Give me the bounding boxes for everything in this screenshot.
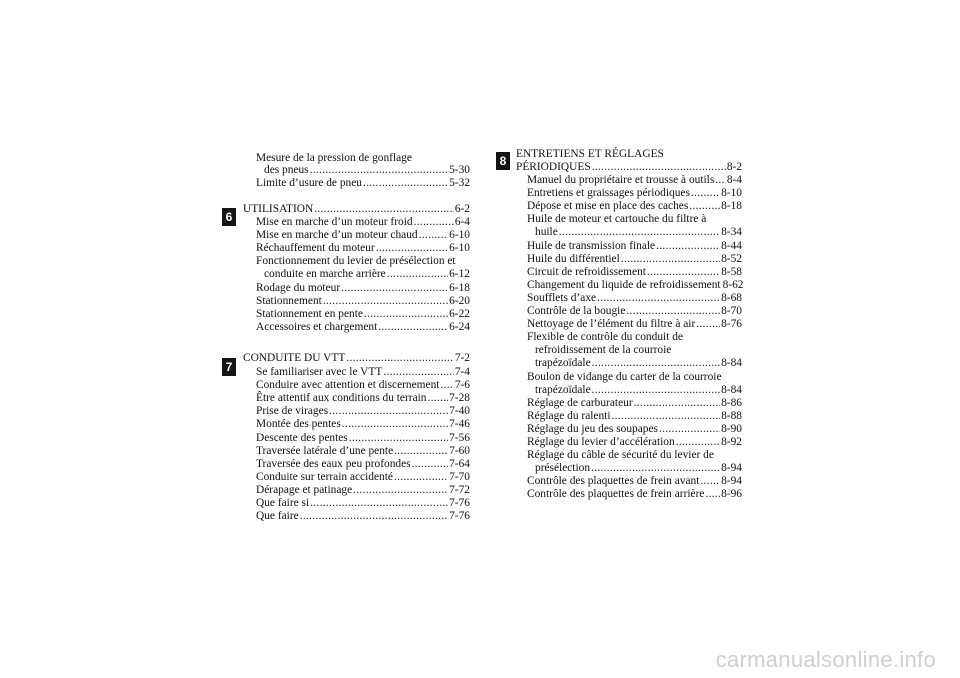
toc-text: refroidissement de la courroie — [535, 344, 672, 357]
toc-page: 6-20 — [449, 294, 470, 307]
toc-entry[interactable] — [527, 253, 742, 266]
toc-page: 6-24 — [449, 320, 470, 333]
leader-dots — [592, 161, 726, 174]
toc-text: Traversée des eaux peu profondes — [256, 457, 411, 470]
toc-entry[interactable] — [527, 292, 742, 305]
leader-dots — [592, 384, 720, 397]
toc-entry[interactable] — [256, 366, 470, 379]
toc-entry[interactable] — [256, 295, 470, 308]
leader-dots — [689, 200, 720, 213]
toc-entry[interactable] — [527, 410, 742, 423]
toc-page: 6-12 — [449, 268, 470, 281]
toc-entry[interactable] — [527, 488, 742, 501]
toc-text: Circuit de refroidissement — [527, 265, 646, 278]
section-title — [516, 148, 664, 161]
section-number: 7 — [225, 360, 233, 374]
toc-entry[interactable] — [256, 445, 470, 458]
toc-text: Accessoires et chargement — [256, 320, 378, 333]
toc-page: 7-46 — [449, 418, 470, 431]
leader-dots — [376, 242, 448, 255]
section-heading[interactable] — [243, 352, 470, 365]
toc-page: 5-32 — [449, 177, 470, 189]
toc-entry[interactable] — [256, 458, 470, 471]
toc-page: 6-10 — [449, 242, 470, 255]
toc-page: 8-70 — [721, 305, 742, 317]
toc-entry[interactable] — [256, 418, 470, 431]
toc-page: 8-92 — [721, 436, 742, 448]
toc-entry[interactable] — [527, 240, 742, 253]
toc-text: Mise en marche d’un moteur froid — [256, 216, 413, 228]
section-title: PÉRIODIQUES — [516, 161, 591, 173]
leader-dots — [342, 418, 448, 431]
leader-dots — [626, 305, 720, 318]
toc-page: 8-18 — [721, 200, 742, 213]
toc-page: 6-10 — [449, 229, 470, 242]
toc-page: 8-2 — [726, 161, 742, 173]
toc-entry[interactable] — [256, 392, 470, 405]
toc-page: 7-76 — [449, 497, 470, 509]
toc-entry[interactable] — [527, 305, 742, 318]
toc-entry[interactable] — [256, 471, 470, 484]
toc-line — [527, 213, 706, 226]
toc-entry[interactable] — [535, 384, 742, 397]
section-tab-6[interactable] — [222, 208, 236, 226]
leader-dots — [676, 436, 720, 449]
leader-dots — [346, 352, 454, 365]
toc-text: Limite d’usure de pneu — [256, 177, 362, 189]
leader-dots — [612, 410, 721, 423]
toc-page: 8-88 — [721, 409, 742, 422]
toc-text: Flexible de contrôle du conduit de — [527, 331, 683, 344]
leader-dots — [647, 266, 720, 279]
toc-page: 8-94 — [721, 475, 742, 488]
toc-page: 7-70 — [449, 470, 470, 483]
toc-line — [527, 449, 714, 462]
toc-entry[interactable] — [256, 242, 470, 255]
leader-dots — [300, 510, 448, 523]
toc-entry[interactable] — [527, 279, 742, 292]
toc-entry[interactable] — [256, 379, 470, 392]
toc-page: 8-96 — [721, 488, 742, 501]
leader-dots — [559, 226, 720, 239]
toc-text: Conduite sur terrain accidenté — [256, 470, 393, 483]
toc-text: Stationnement en pente — [256, 307, 363, 320]
toc-page: 6-2 — [454, 203, 470, 215]
leader-dots — [591, 462, 720, 475]
toc-page: 5-30 — [449, 164, 470, 176]
leader-dots — [353, 484, 448, 497]
toc-page: 7-76 — [449, 510, 470, 523]
leader-dots — [592, 357, 720, 370]
leader-dots — [440, 379, 453, 392]
toc-entry[interactable] — [256, 405, 470, 418]
toc-text: Se familiariser avec le VTT — [256, 366, 383, 378]
leader-dots — [341, 282, 448, 295]
leader-dots — [705, 488, 720, 501]
toc-text: Huile de moteur et cartouche du filtre à — [527, 213, 707, 226]
toc-page: 7-28 — [449, 392, 470, 405]
toc-entry[interactable] — [256, 229, 470, 242]
leader-dots — [394, 471, 448, 484]
toc-text: Réglage du levier d’accélération — [527, 436, 675, 448]
section-number: 8 — [499, 154, 507, 168]
toc-page: 7-72 — [449, 483, 470, 496]
leader-dots — [700, 475, 720, 488]
toc-text: Être attentif aux conditions du terrain — [256, 392, 427, 405]
leader-dots — [634, 397, 720, 410]
toc-entry[interactable] — [264, 164, 470, 177]
leader-dots — [597, 292, 720, 305]
toc-line — [256, 255, 456, 268]
leader-dots — [656, 240, 720, 253]
leader-dots — [310, 164, 449, 177]
section-heading[interactable] — [243, 203, 470, 216]
toc-line — [527, 371, 722, 384]
leader-dots — [363, 177, 448, 190]
leader-dots — [414, 216, 454, 229]
section-heading[interactable] — [516, 161, 742, 174]
toc-text: Conduire avec attention et discernement — [256, 379, 440, 392]
leader-dots — [364, 308, 448, 321]
toc-text: Que faire — [256, 510, 299, 523]
toc-page: 7-60 — [449, 444, 470, 457]
toc-page: 6-22 — [449, 307, 470, 320]
toc-page: 8-68 — [721, 291, 742, 304]
toc-text: Prise de virages — [256, 405, 329, 418]
toc-text: Rodage du moteur — [256, 281, 341, 294]
section-tab-7[interactable] — [222, 358, 236, 376]
toc-entry[interactable] — [256, 484, 470, 497]
toc-text: Contrôle des plaquettes de frein arrière — [527, 488, 705, 501]
toc-text: Manuel du propriétaire et trousse à outils — [527, 174, 715, 186]
leader-dots — [349, 432, 448, 445]
toc-page: 8-44 — [721, 239, 742, 252]
toc-page: 6-4 — [454, 216, 470, 228]
leader-dots — [691, 187, 720, 200]
leader-dots — [310, 497, 448, 510]
section-title: CONDUITE DU VTT — [243, 352, 346, 364]
toc-page: 7-64 — [449, 457, 470, 470]
toc-page: 7-40 — [449, 405, 470, 418]
toc-entry[interactable] — [535, 226, 742, 239]
toc-entry[interactable] — [256, 510, 470, 523]
toc-entry[interactable] — [527, 266, 742, 279]
toc-text: Entretiens et graissages périodiques — [527, 187, 690, 200]
toc-text: Réglage de carburateur — [527, 396, 633, 409]
toc-text: Mesure de la pression de gonflage — [256, 152, 412, 164]
toc-text: Huile du différentiel — [527, 252, 620, 265]
toc-entry[interactable] — [527, 423, 742, 436]
toc-text: Stationnement — [256, 294, 322, 307]
leader-dots — [387, 268, 448, 281]
toc-line — [535, 344, 671, 357]
toc-text: Réglage du jeu des soupapes — [527, 422, 658, 435]
toc-text: Boulon de vidange du carter de la courroie — [527, 370, 722, 383]
leader-dots — [621, 253, 720, 266]
toc-page: 8-4 — [726, 174, 742, 186]
toc-page: 7-6 — [454, 379, 470, 392]
section-title-line: ENTRETIENS ET RÉGLAGES — [516, 148, 664, 160]
toc-text: Que faire si — [256, 497, 310, 509]
toc-text: Réchauffement du moteur — [256, 242, 375, 255]
toc-text: Soufflets d’axe — [527, 291, 597, 304]
toc-page: 8-90 — [721, 422, 742, 435]
leader-dots — [314, 203, 454, 216]
watermark-text: carmanualsonline.info — [715, 647, 936, 672]
leader-dots — [394, 445, 448, 458]
toc-page: 8-62 — [722, 278, 744, 291]
toc-text: Dépose et mise en place des caches — [527, 200, 689, 213]
toc-page: 8-86 — [721, 396, 742, 409]
toc-text: Contrôle de la bougie — [527, 305, 626, 317]
toc-page: 7-2 — [454, 352, 470, 364]
toc-text: présélection — [535, 462, 591, 475]
toc-page: 8-84 — [721, 357, 742, 370]
toc-entry[interactable] — [527, 397, 742, 410]
toc-entry[interactable] — [527, 187, 742, 200]
section-title: UTILISATION — [243, 203, 314, 215]
toc-page: 8-10 — [721, 187, 742, 200]
toc-text: Huile de transmission finale — [527, 239, 656, 252]
toc-page: 8-94 — [721, 462, 742, 475]
leader-dots — [378, 321, 448, 334]
toc-entry[interactable] — [256, 497, 470, 510]
toc-text: huile — [535, 226, 558, 239]
toc-text: Nettoyage de l’élément du filtre à air — [527, 318, 696, 331]
toc-page: 8-58 — [721, 265, 742, 278]
toc-entry[interactable] — [527, 200, 742, 213]
toc-entry[interactable] — [527, 475, 742, 488]
toc-entry[interactable] — [535, 462, 742, 475]
toc-entry[interactable] — [256, 177, 470, 190]
leader-dots — [428, 392, 449, 405]
section-number: 6 — [225, 210, 233, 224]
toc-text: Contrôle des plaquettes de frein avant — [527, 475, 700, 488]
leader-dots — [323, 295, 448, 308]
toc-page: 7-56 — [449, 431, 470, 444]
toc-page: 6-18 — [449, 281, 470, 294]
toc-entry[interactable] — [256, 432, 470, 445]
toc-text: Montée des pentes — [256, 418, 341, 431]
toc-text: Réglage du câble de sécurité du levier de — [527, 449, 714, 462]
toc-text: conduite en marche arrière — [264, 268, 386, 281]
toc-text: Traversée latérale d’une pente — [256, 444, 394, 457]
toc-text: Changement du liquide de refroidissement — [527, 278, 721, 291]
leader-dots — [383, 366, 454, 379]
section-tab-8[interactable] — [496, 152, 510, 170]
toc-entry[interactable] — [527, 436, 742, 449]
toc-entry[interactable] — [527, 318, 742, 331]
leader-dots — [696, 318, 720, 331]
toc-text: trapézoïdale — [535, 383, 591, 396]
toc-text: des pneus — [264, 164, 309, 176]
toc-entry[interactable] — [256, 308, 470, 321]
toc-entry[interactable] — [256, 282, 470, 295]
toc-entry[interactable] — [535, 357, 742, 370]
toc-text: trapézoïdale — [535, 357, 591, 370]
leader-dots — [715, 174, 726, 187]
toc-page: 8-34 — [721, 226, 742, 239]
toc-entry[interactable] — [256, 321, 470, 334]
toc-entry[interactable] — [527, 174, 742, 187]
toc-text: Réglage du ralenti — [527, 409, 611, 422]
toc-text: Mise en marche d’un moteur chaud — [256, 229, 418, 242]
leader-dots — [329, 405, 448, 418]
toc-line — [527, 331, 683, 344]
toc-entry[interactable] — [264, 268, 470, 281]
toc-page: 7-4 — [454, 366, 470, 378]
toc-page: 8-84 — [721, 383, 742, 396]
toc-text: Fonctionnement du levier de présélection et — [256, 255, 456, 268]
leader-dots — [412, 458, 449, 471]
leader-dots — [659, 423, 720, 436]
toc-page: 8-52 — [721, 252, 742, 265]
leader-dots — [419, 229, 448, 242]
toc-text: Descente des pentes — [256, 431, 348, 444]
toc-text: Dérapage et patinage — [256, 483, 353, 496]
toc-entry[interactable] — [256, 216, 470, 229]
toc-page: 8-76 — [721, 318, 742, 331]
